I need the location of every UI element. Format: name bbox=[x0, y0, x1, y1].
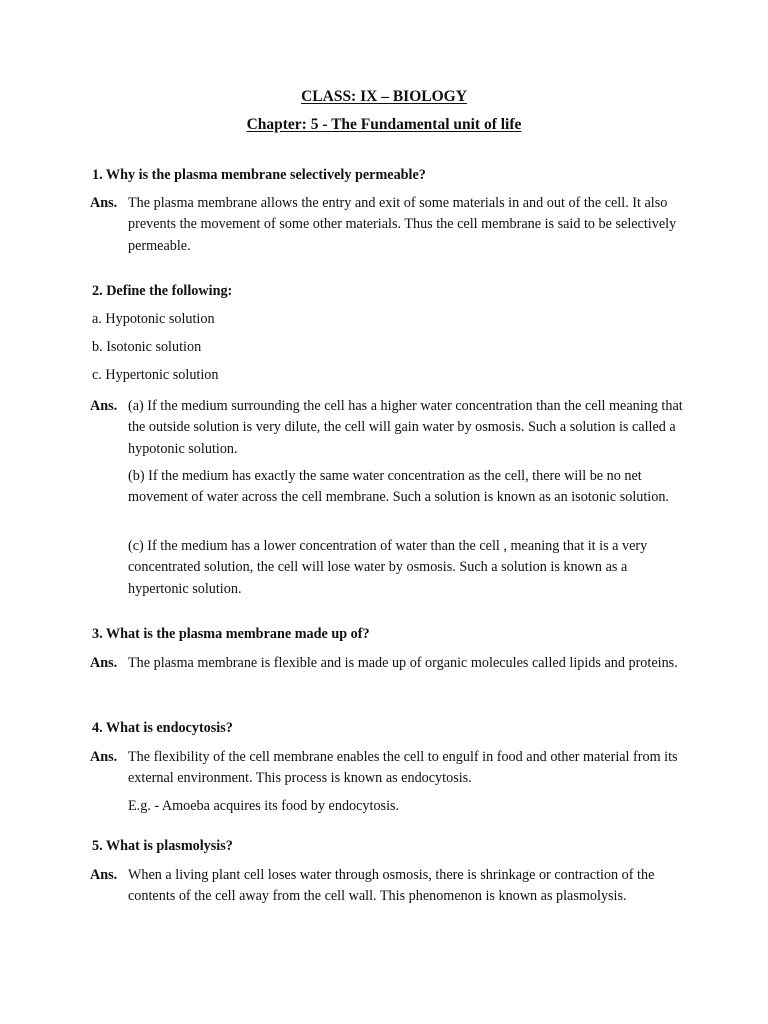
question-2: 2. Define the following: bbox=[92, 283, 233, 299]
answer-1-text: The plasma membrane allows the entry and exit of some materials in and out of the cell. It also prevents the movement of some other materials. Thus the cell membrane is said to be selectively permeable. bbox=[128, 195, 677, 254]
answer-2-text-c: (c) If the medium has a lower concentration of water than the cell , meaning that it is a very concentrated solution, the cell will lose water by osmosis. Such a solution is known as a hypertonic solution. bbox=[128, 538, 648, 597]
answer-4-label: Ans. bbox=[90, 749, 118, 765]
question-5: 5. What is plasmolysis? bbox=[92, 838, 233, 854]
answer-3-label: Ans. bbox=[90, 655, 118, 671]
answer-2-text-b: (b) If the medium has exactly the same water concentration as the cell, there will be no net movement of water across the cell membrane. Such a solution is known as an isotonic solution. bbox=[128, 468, 669, 506]
question-2-item-a: a. Hypotonic solution bbox=[92, 311, 215, 327]
answer-4-example: E.g. - Amoeba acquires its food by endocytosis. bbox=[128, 798, 400, 814]
answer-2-text-a: (a) If the medium surrounding the cell has a higher water concentration than the cell meaning that the outside solution is very dilute, the cell will gain water by osmosis. Such a solution is called a hypotonic solution. bbox=[128, 398, 683, 457]
question-4: 4. What is endocytosis? bbox=[92, 720, 233, 736]
chapter-title: Chapter: 5 - The Fundamental unit of life bbox=[246, 116, 522, 133]
answer-2-label: Ans. bbox=[90, 398, 118, 414]
class-title: CLASS: IX – BIOLOGY bbox=[301, 88, 467, 105]
question-3: 3. What is the plasma membrane made up of? bbox=[92, 626, 370, 642]
answer-4-text: The flexibility of the cell membrane enables the cell to engulf in food and other material from its external environment. This process is known as endocytosis. bbox=[128, 749, 678, 787]
answer-3-text: The plasma membrane is flexible and is made up of organic molecules called lipids and proteins. bbox=[128, 655, 678, 671]
question-1: 1. Why is the plasma membrane selectively permeable? bbox=[92, 167, 426, 183]
answer-1-label: Ans. bbox=[90, 195, 118, 211]
question-2-item-b: b. Isotonic solution bbox=[92, 339, 202, 355]
answer-5-label: Ans. bbox=[90, 867, 118, 883]
question-2-item-c: c. Hypertonic solution bbox=[92, 367, 219, 383]
answer-5-text: When a living plant cell loses water through osmosis, there is shrinkage or contraction of the contents of the cell away from the cell wall. This phenomenon is known as plasmolysis. bbox=[128, 867, 655, 905]
